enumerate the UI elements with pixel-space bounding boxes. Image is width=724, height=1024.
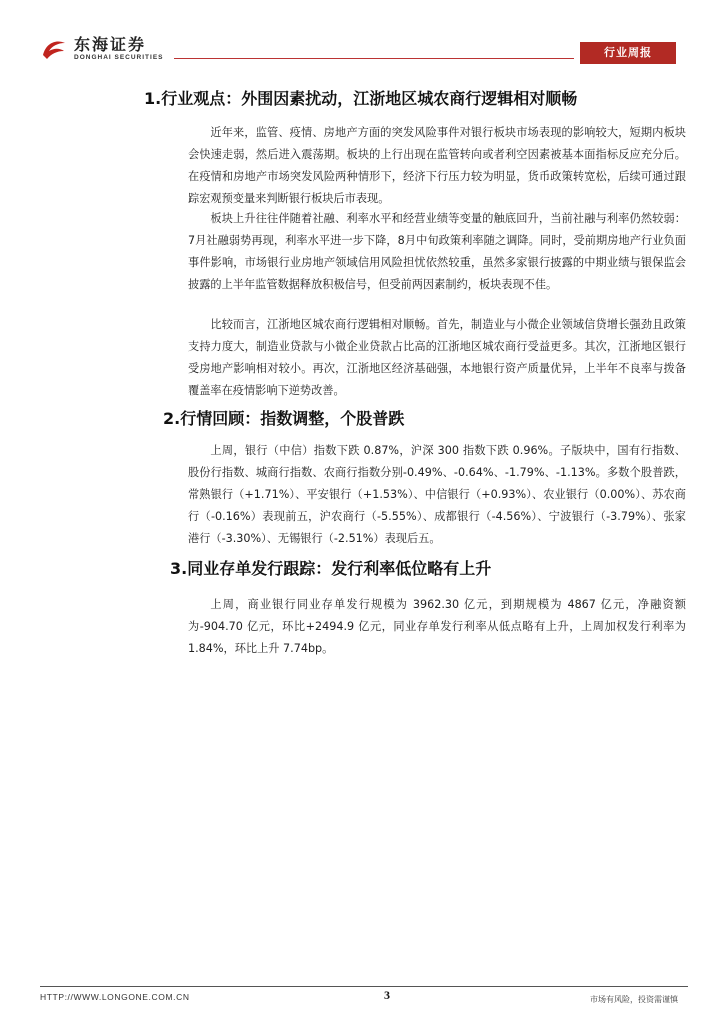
logo-english-name: DONGHAI SECURITIES — [74, 54, 164, 61]
section-2-title: 2.行情回顾：指数调整，个股普跌 — [163, 409, 405, 428]
company-logo — [40, 36, 164, 61]
report-type-badge: 行业周报 — [580, 42, 676, 64]
section-2-paragraph-1: 上周，银行（中信）指数下跌 0.87%，沪深 300 指数下跌 0.96%。子版块中，国有行指数、股份行指数、城商行指数、农商行指数分别-0.49%、-0.64%、-1.79%、-1.13%。多数个股普跌，常熟银行（+1.71%）、平安银行（+1.53%）、中信银行（+0.93%）、农业银行（0.00%）、苏农商行（-0.16%）表现前五，沪农商行（-5.55%）、成都银行（-4.56%）、宁波银行（-3.79%）、张家港行（-3.30%）、无锡银行（-2.51%）表现后五。 — [188, 444, 686, 545]
footer-website-link[interactable]: HTTP://WWW.LONGONE.COM.CN — [40, 992, 190, 1002]
risk-disclaimer: 市场有风险，投资需谨慎 — [590, 995, 678, 1004]
logo-icon — [40, 37, 68, 61]
section-3-title: 3.同业存单发行跟踪：发行利率低位略有上升 — [170, 559, 492, 578]
section-1-paragraph-1: 近年来，监管、疫情、房地产方面的突发风险事件对银行板块市场表现的影响较大，短期内板块会快速走弱，然后进入震荡期。板块的上行出现在监管转向或者利空因素被基本面指标反应充分后。在疫情和房地产市场突发风险两种情形下，经济下行压力较为明显，货币政策转宽松，后续可通过跟踪宏观预变量来判断银行板块后市表现。 — [188, 126, 686, 205]
section-1-title: 1.行业观点：外围因素扰动，江浙地区城农商行逻辑相对顺畅 — [144, 89, 578, 108]
logo-chinese-name: 东海证券 — [74, 35, 147, 54]
section-1-paragraph-3: 比较而言，江浙地区城农商行逻辑相对顺畅。首先，制造业与小微企业领域信贷增长强劲且政策支持力度大，制造业贷款与小微企业贷款占比高的江浙地区城农商行受益更多。其次，江浙地区银行受房地产影响相对较小。再次，江浙地区经济基础强，本地银行资产质量优异，上半年不良率与拨备覆盖率在疫情影响下逆势改善。 — [188, 318, 686, 397]
page-header — [0, 0, 724, 72]
header-divider — [174, 58, 574, 59]
section-1-paragraph-2: 板块上升往往伴随着社融、利率水平和经营业绩等变量的触底回升，当前社融与利率仍然较弱：7月社融弱势再现，利率水平进一步下降，8月中旬政策利率随之调降。同时，受前期房地产行业负面事件影响，市场银行业房地产领域信用风险担忧依然较重，虽然多家银行披露的中期业绩与银保监会披露的上半年监管数据释放积极信号，但受前两因素制约，板块表现不佳。 — [188, 212, 686, 291]
section-3-paragraph-1: 上周，商业银行同业存单发行规模为 3962.30 亿元，到期规模为 4867 亿元，净融资额为-904.70 亿元，环比+2494.9 亿元，同业存单发行利率从低点略有上升，上周加权发行利率为 1.84%，环比上升 7.74bp。 — [188, 598, 686, 655]
footer-divider — [40, 986, 688, 987]
page-number: 3 — [384, 988, 390, 1002]
